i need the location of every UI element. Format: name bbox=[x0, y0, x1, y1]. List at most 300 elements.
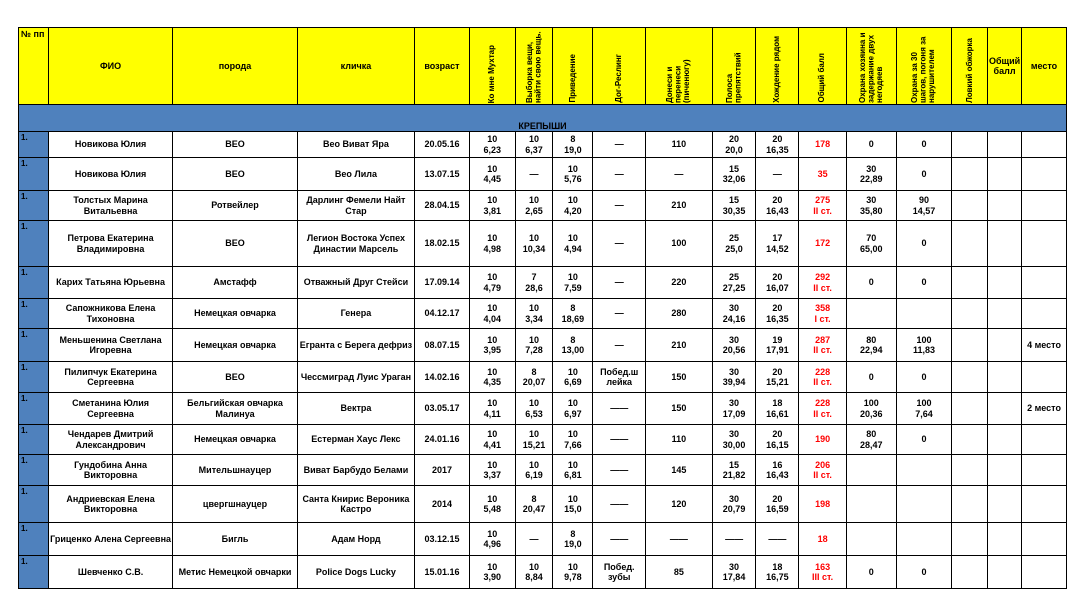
donesi-score: 150 bbox=[646, 362, 713, 393]
dog-nickname: Санта Книрис Вероника Кастро bbox=[297, 486, 414, 523]
total-score-line: 206 bbox=[815, 459, 831, 470]
vyborka-score bbox=[515, 191, 553, 221]
polosa-score-value: 30 bbox=[729, 429, 740, 440]
dog-breed: Метис Немецкой овчарки bbox=[173, 556, 297, 589]
dog-wrestling-result: — bbox=[593, 191, 646, 221]
ko-mne-score bbox=[469, 523, 515, 556]
total-score-line: II ст. bbox=[813, 377, 832, 387]
dog-nickname: Police Dogs Lucky bbox=[297, 556, 414, 589]
ohrana2-score: 0 bbox=[896, 158, 952, 191]
total-score-line: II ст. bbox=[813, 345, 832, 355]
ohrana2-score-line: 90 bbox=[918, 195, 929, 206]
donesi-score: 110 bbox=[646, 425, 713, 455]
header-npp: № пп bbox=[19, 28, 49, 105]
total-score: 172 bbox=[799, 221, 847, 267]
vyborka-score bbox=[515, 362, 553, 393]
participant-name: Чендарев Дмитрий Александрович bbox=[48, 425, 172, 455]
hozhdenie-score-value: 20 bbox=[772, 366, 783, 377]
vyborka-score-value: 10 bbox=[529, 561, 540, 572]
dog-nickname: Виват Барбудо Белами bbox=[297, 455, 414, 486]
table-row bbox=[19, 556, 1067, 589]
dog-age: 17.09.14 bbox=[415, 267, 470, 299]
row-number: 1. bbox=[19, 556, 49, 589]
dog-wrestling-result: —— bbox=[593, 523, 646, 556]
hozhdenie-score bbox=[756, 393, 799, 425]
ohrana2-score-line: 100 bbox=[916, 334, 932, 345]
polosa-score bbox=[712, 425, 756, 455]
lovkiy-score bbox=[952, 455, 988, 486]
ko-mne-score-value: 3,81 bbox=[483, 205, 501, 216]
participant-name: Пилипчук Екатерина Сергеевна bbox=[48, 362, 172, 393]
dog-age: 03.12.15 bbox=[415, 523, 470, 556]
polosa-score-value: 20 bbox=[729, 134, 740, 145]
ko-mne-score-value: 10 bbox=[487, 134, 498, 145]
vyborka-score bbox=[515, 486, 553, 523]
donesi-score: 85 bbox=[646, 556, 713, 589]
total-score-line: II ст. bbox=[813, 282, 832, 293]
vyborka-score-value: 7 bbox=[531, 272, 537, 283]
ko-mne-score-value: 10 bbox=[487, 459, 498, 470]
vyborka-score-value: 8,84 bbox=[525, 572, 543, 582]
polosa-score-value: 25,0 bbox=[725, 243, 743, 254]
privedenie-score bbox=[553, 556, 593, 589]
ohrana1-score: 0 bbox=[846, 132, 896, 158]
ko-mne-score-value: 3,37 bbox=[483, 470, 501, 480]
polosa-score bbox=[712, 191, 756, 221]
privedenie-score-value: 6,97 bbox=[564, 408, 582, 419]
table-row bbox=[19, 132, 1067, 158]
ko-mne-score-value: 10 bbox=[487, 195, 498, 206]
vyborka-score-value: 10 bbox=[529, 459, 540, 470]
header-lovkiy: Ловкий обжорка bbox=[952, 28, 988, 105]
polosa-score bbox=[712, 132, 756, 158]
participant-name: Гриценко Алена Сергеевна bbox=[48, 523, 172, 556]
total-score bbox=[799, 299, 847, 329]
polosa-score-value: 27,25 bbox=[722, 282, 746, 293]
hozhdenie-score-value: 20 bbox=[772, 272, 783, 283]
dog-age: 2014 bbox=[415, 486, 470, 523]
hozhdenie-score bbox=[756, 486, 799, 523]
ko-mne-score bbox=[469, 299, 515, 329]
hozhdenie-score bbox=[756, 362, 799, 393]
ohrana2-score-line: 14,57 bbox=[912, 205, 936, 216]
polosa-score bbox=[712, 299, 756, 329]
privedenie-score bbox=[553, 362, 593, 393]
hozhdenie-score-value: 18 bbox=[772, 398, 783, 409]
polosa-score-value: 25 bbox=[729, 272, 740, 283]
total-score-line: 228 bbox=[815, 398, 831, 409]
lovkiy-score bbox=[952, 486, 988, 523]
dog-breed: ВЕО bbox=[173, 362, 297, 393]
place bbox=[1022, 267, 1067, 299]
header-row bbox=[19, 28, 1067, 105]
hozhdenie-score bbox=[756, 425, 799, 455]
hozhdenie-score-value: 16,43 bbox=[766, 470, 789, 480]
place: 2 место bbox=[1022, 393, 1067, 425]
vyborka-score-value: 2,65 bbox=[525, 205, 543, 216]
privedenie-score bbox=[553, 393, 593, 425]
privedenie-score bbox=[553, 158, 593, 191]
dog-wrestling-result: — bbox=[593, 221, 646, 267]
total2-score bbox=[988, 523, 1022, 556]
vyborka-score bbox=[515, 158, 553, 191]
polosa-score-value: 39,94 bbox=[722, 377, 746, 387]
donesi-score: 100 bbox=[646, 221, 713, 267]
privedenie-score-value: 5,76 bbox=[564, 174, 582, 184]
polosa-score-value: 20,79 bbox=[722, 504, 746, 514]
place bbox=[1022, 523, 1067, 556]
polosa-score-value: 30 bbox=[729, 366, 740, 377]
vyborka-score-value: 10 bbox=[529, 303, 540, 314]
vyborka-score-value: 10 bbox=[529, 398, 540, 409]
privedenie-score bbox=[553, 486, 593, 523]
ohrana2-score bbox=[896, 191, 952, 221]
table-row bbox=[19, 523, 1067, 556]
total-score bbox=[799, 393, 847, 425]
ohrana2-score bbox=[896, 523, 952, 556]
dog-breed: Мительшнауцер bbox=[173, 455, 297, 486]
privedenie-score-value: 4,20 bbox=[564, 205, 582, 216]
dog-nickname: Генера bbox=[297, 299, 414, 329]
donesi-score: 280 bbox=[646, 299, 713, 329]
vyborka-score-value: 10,34 bbox=[522, 243, 546, 254]
table-row bbox=[19, 158, 1067, 191]
privedenie-score-value: 10 bbox=[567, 163, 578, 174]
lovkiy-score bbox=[952, 329, 988, 362]
row-number: 1. bbox=[19, 191, 49, 221]
ko-mne-score bbox=[469, 486, 515, 523]
privedenie-score-value: 8 bbox=[570, 303, 576, 314]
vyborka-score bbox=[515, 329, 553, 362]
table-row bbox=[19, 486, 1067, 523]
vyborka-score-value: 28,6 bbox=[525, 282, 543, 293]
total-score-line: 358 bbox=[815, 303, 831, 314]
ko-mne-score-value: 10 bbox=[487, 366, 498, 377]
ohrana1-score-line: 30 bbox=[866, 163, 877, 174]
header-fio: ФИО bbox=[48, 28, 172, 105]
total2-score bbox=[988, 393, 1022, 425]
ko-mne-score-value: 3,90 bbox=[483, 572, 501, 582]
ohrana1-score bbox=[846, 191, 896, 221]
dog-nickname: Отважный Друг Стейси bbox=[297, 267, 414, 299]
ohrana1-score bbox=[846, 329, 896, 362]
ohrana1-score-line: 22,94 bbox=[860, 345, 883, 355]
row-number: 1. bbox=[19, 455, 49, 486]
hozhdenie-score-value: 17 bbox=[772, 233, 783, 244]
polosa-score-value: 17,09 bbox=[722, 408, 746, 419]
polosa-score bbox=[712, 362, 756, 393]
vyborka-score bbox=[515, 425, 553, 455]
polosa-score-value: 25 bbox=[729, 233, 740, 244]
dog-age: 24.01.16 bbox=[415, 425, 470, 455]
row-number: 1. bbox=[19, 329, 49, 362]
ko-mne-score-value: 6,23 bbox=[483, 144, 501, 155]
ko-mne-score-value: 4,11 bbox=[483, 408, 501, 419]
table-row bbox=[19, 393, 1067, 425]
participant-name: Сметанина Юлия Сергеевна bbox=[48, 393, 172, 425]
vyborka-score-value: 6,37 bbox=[525, 144, 543, 155]
ohrana1-score-line: 20,36 bbox=[860, 408, 883, 419]
privedenie-score bbox=[553, 267, 593, 299]
ko-mne-score bbox=[469, 329, 515, 362]
dog-age: 08.07.15 bbox=[415, 329, 470, 362]
privedenie-score-value: 9,78 bbox=[564, 572, 582, 582]
ko-mne-score-value: 10 bbox=[487, 528, 498, 539]
ko-mne-score bbox=[469, 393, 515, 425]
header-total: Общий балл bbox=[799, 28, 847, 105]
ko-mne-score bbox=[469, 455, 515, 486]
polosa-score bbox=[712, 329, 756, 362]
total2-score bbox=[988, 191, 1022, 221]
privedenie-score-value: 13,00 bbox=[561, 345, 585, 355]
donesi-score: — bbox=[646, 158, 713, 191]
participant-name: Новикова Юлия bbox=[48, 158, 172, 191]
total-score: 18 bbox=[799, 523, 847, 556]
table-row bbox=[19, 362, 1067, 393]
dog-breed: ВЕО bbox=[173, 158, 297, 191]
total2-score bbox=[988, 158, 1022, 191]
lovkiy-score bbox=[952, 425, 988, 455]
hozhdenie-score-value: 16,15 bbox=[766, 439, 789, 450]
header-privedenie: Приведение bbox=[553, 28, 593, 105]
hozhdenie-score-value: —— bbox=[768, 533, 787, 544]
vyborka-score bbox=[515, 556, 553, 589]
ohrana2-score-line: 7,64 bbox=[915, 408, 933, 419]
polosa-score-value: 30 bbox=[729, 398, 740, 409]
privedenie-score bbox=[553, 455, 593, 486]
ohrana1-score-line: 65,00 bbox=[860, 243, 883, 254]
vyborka-score-value: 10 bbox=[529, 334, 540, 345]
ko-mne-score-value: 3,95 bbox=[483, 345, 501, 355]
ohrana2-score: 0 bbox=[896, 221, 952, 267]
dog-breed: Бельгийская овчарка Малинуа bbox=[173, 393, 297, 425]
row-number: 1. bbox=[19, 158, 49, 191]
dog-breed: Амстафф bbox=[173, 267, 297, 299]
vyborka-score-value: 10 bbox=[529, 134, 540, 145]
vyborka-score-value: 3,34 bbox=[525, 313, 543, 324]
hozhdenie-score bbox=[756, 191, 799, 221]
ko-mne-score bbox=[469, 191, 515, 221]
donesi-score: 210 bbox=[646, 329, 713, 362]
ohrana1-score-line: 28,47 bbox=[860, 439, 883, 450]
vyborka-score-value: 10 bbox=[529, 429, 540, 440]
header-place: место bbox=[1022, 28, 1067, 105]
vyborka-score bbox=[515, 455, 553, 486]
lovkiy-score bbox=[952, 158, 988, 191]
dog-age: 14.02.16 bbox=[415, 362, 470, 393]
header-age: возраст bbox=[415, 28, 470, 105]
total-score-line: 292 bbox=[815, 272, 831, 283]
ohrana1-score bbox=[846, 393, 896, 425]
polosa-score-value: 21,82 bbox=[722, 470, 746, 480]
lovkiy-score bbox=[952, 523, 988, 556]
ohrana1-score bbox=[846, 486, 896, 523]
vyborka-score bbox=[515, 221, 553, 267]
dog-wrestling-result: —— bbox=[593, 393, 646, 425]
total-score-line: 228 bbox=[815, 366, 831, 377]
row-number: 1. bbox=[19, 221, 49, 267]
header-nickname: кличка bbox=[297, 28, 414, 105]
polosa-score bbox=[712, 523, 756, 556]
total-score bbox=[799, 455, 847, 486]
donesi-score: 210 bbox=[646, 191, 713, 221]
ko-mne-score-value: 4,98 bbox=[483, 243, 501, 254]
ko-mne-score-value: 4,45 bbox=[483, 174, 501, 184]
privedenie-score-value: 10 bbox=[567, 561, 578, 572]
donesi-score: 120 bbox=[646, 486, 713, 523]
ohrana2-score-line: 100 bbox=[916, 398, 932, 409]
dog-wrestling-result: — bbox=[593, 329, 646, 362]
table-row bbox=[19, 329, 1067, 362]
privedenie-score bbox=[553, 191, 593, 221]
results-table bbox=[18, 27, 1067, 589]
vyborka-score bbox=[515, 132, 553, 158]
hozhdenie-score bbox=[756, 523, 799, 556]
participant-name: Гундобина Анна Викторовна bbox=[48, 455, 172, 486]
privedenie-score bbox=[553, 523, 593, 556]
ohrana1-score-line: 35,80 bbox=[860, 205, 883, 216]
privedenie-score-value: 8 bbox=[570, 334, 576, 345]
privedenie-score-value: 10 bbox=[567, 272, 578, 283]
dog-age: 13.07.15 bbox=[415, 158, 470, 191]
dog-wrestling-result: — bbox=[593, 158, 646, 191]
privedenie-score-value: 18,69 bbox=[561, 313, 585, 324]
header-ohrana2: Охрана за 30 шагов, погоня за нарушителем bbox=[896, 28, 952, 105]
ko-mne-score-value: 5,48 bbox=[483, 504, 501, 514]
privedenie-score bbox=[553, 221, 593, 267]
ohrana2-score bbox=[896, 299, 952, 329]
vyborka-score-value: 10 bbox=[529, 195, 540, 206]
hozhdenie-score-value: 15,21 bbox=[766, 377, 789, 387]
ohrana1-score-line: 22,89 bbox=[860, 174, 883, 184]
lovkiy-score bbox=[952, 132, 988, 158]
dog-nickname: Адам Норд bbox=[297, 523, 414, 556]
ohrana2-score: 0 bbox=[896, 556, 952, 589]
privedenie-score-value: 10 bbox=[567, 195, 578, 206]
polosa-score-value: 15 bbox=[729, 195, 740, 206]
ko-mne-score-value: 4,35 bbox=[483, 377, 501, 387]
ko-mne-score-value: 10 bbox=[487, 303, 498, 314]
row-number: 1. bbox=[19, 486, 49, 523]
hozhdenie-score-value: 16,59 bbox=[766, 504, 789, 514]
dog-nickname: Легион Востока Успех Династии Марсель bbox=[297, 221, 414, 267]
participant-name: Шевченко С.В. bbox=[48, 556, 172, 589]
ohrana1-score: 0 bbox=[846, 267, 896, 299]
hozhdenie-score-value: 16,07 bbox=[766, 282, 789, 293]
total-score-line: 275 bbox=[815, 195, 831, 206]
hozhdenie-score-value: 20 bbox=[772, 134, 783, 145]
total-score: 198 bbox=[799, 486, 847, 523]
place: 4 место bbox=[1022, 329, 1067, 362]
dog-nickname: Егранта с Берега дефриз bbox=[297, 329, 414, 362]
participant-name: Меньшенина Светлана Игоревна bbox=[48, 329, 172, 362]
polosa-score-value: —— bbox=[725, 533, 744, 544]
hozhdenie-score-value: 17,91 bbox=[766, 345, 789, 355]
vyborka-score-value: 20,07 bbox=[522, 377, 546, 387]
dog-age: 2017 bbox=[415, 455, 470, 486]
ohrana2-score: 0 bbox=[896, 362, 952, 393]
dog-wrestling-result: — bbox=[593, 132, 646, 158]
ko-mne-score-value: 10 bbox=[487, 334, 498, 345]
hozhdenie-score-value: 20 bbox=[772, 429, 783, 440]
hozhdenie-score-value: — bbox=[772, 168, 782, 179]
ko-mne-score bbox=[469, 132, 515, 158]
participant-name: Сапожникова Елена Тихоновна bbox=[48, 299, 172, 329]
place bbox=[1022, 556, 1067, 589]
ohrana1-score-line: 100 bbox=[863, 398, 879, 409]
privedenie-score-value: 10 bbox=[567, 366, 578, 377]
header-breed: порода bbox=[173, 28, 297, 105]
polosa-score-value: 20,0 bbox=[725, 144, 743, 155]
dog-age: 18.02.15 bbox=[415, 221, 470, 267]
total-score-line: 287 bbox=[815, 334, 831, 345]
row-number: 1. bbox=[19, 523, 49, 556]
polosa-score-value: 20,56 bbox=[722, 345, 746, 355]
total-score-line: II ст. bbox=[813, 470, 832, 480]
total2-score bbox=[988, 267, 1022, 299]
vyborka-score bbox=[515, 267, 553, 299]
dog-nickname: Естерман Хаус Лекс bbox=[297, 425, 414, 455]
ohrana2-score: 0 bbox=[896, 132, 952, 158]
hozhdenie-score-value: 16 bbox=[772, 459, 783, 470]
hozhdenie-score bbox=[756, 158, 799, 191]
ko-mne-score-value: 4,79 bbox=[483, 282, 501, 293]
dog-wrestling-result: — bbox=[593, 299, 646, 329]
table-row bbox=[19, 267, 1067, 299]
total-score bbox=[799, 556, 847, 589]
polosa-score-value: 24,16 bbox=[722, 313, 746, 324]
ohrana1-score bbox=[846, 523, 896, 556]
place bbox=[1022, 221, 1067, 267]
lovkiy-score bbox=[952, 556, 988, 589]
dog-wrestling-result: —— bbox=[593, 455, 646, 486]
vyborka-score-value: 7,28 bbox=[525, 345, 543, 355]
privedenie-score-value: 7,66 bbox=[564, 439, 582, 450]
polosa-score-value: 32,06 bbox=[722, 174, 746, 184]
table-row bbox=[19, 425, 1067, 455]
polosa-score bbox=[712, 455, 756, 486]
total2-score bbox=[988, 486, 1022, 523]
hozhdenie-score bbox=[756, 455, 799, 486]
vyborka-score-value: 8 bbox=[531, 493, 537, 504]
ohrana2-score-line: 11,83 bbox=[912, 345, 936, 355]
privedenie-score-value: 10 bbox=[567, 398, 578, 409]
donesi-score: 220 bbox=[646, 267, 713, 299]
ohrana2-score: 0 bbox=[896, 425, 952, 455]
vyborka-score-value: — bbox=[529, 168, 539, 179]
ohrana1-score bbox=[846, 158, 896, 191]
ohrana1-score: 0 bbox=[846, 362, 896, 393]
lovkiy-score bbox=[952, 221, 988, 267]
dog-wrestling-result: — bbox=[593, 267, 646, 299]
hozhdenie-score-value: 16,61 bbox=[766, 408, 789, 419]
ohrana1-score-line: 70 bbox=[866, 233, 877, 244]
vyborka-score-value: 6,53 bbox=[525, 408, 543, 419]
hozhdenie-score-value: 20 bbox=[772, 303, 783, 314]
dog-breed: цвергшнауцер bbox=[173, 486, 297, 523]
place bbox=[1022, 455, 1067, 486]
hozhdenie-score bbox=[756, 329, 799, 362]
donesi-score: —— bbox=[646, 523, 713, 556]
row-number: 1. bbox=[19, 393, 49, 425]
dog-age: 04.12.17 bbox=[415, 299, 470, 329]
dog-wrestling-result: Побед.ш лейка bbox=[593, 362, 646, 393]
header-hozhdenie: Хождение рядом bbox=[756, 28, 799, 105]
privedenie-score bbox=[553, 132, 593, 158]
vyborka-score-value: 8 bbox=[531, 366, 537, 377]
place bbox=[1022, 158, 1067, 191]
vyborka-score-value: — bbox=[529, 533, 539, 544]
